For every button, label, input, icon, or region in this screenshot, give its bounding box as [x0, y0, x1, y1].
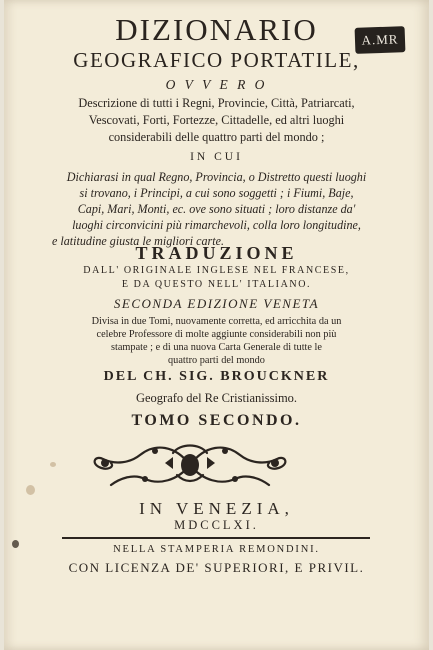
traduzione-heading: TRADUZIONE	[135, 243, 298, 263]
in-cui-line: Dichiarasi in qual Regno, Provincia, o Distretto questi luoghi	[66, 170, 367, 184]
volume-label: TOMO SECONDO.	[131, 412, 302, 429]
book-title: DIZIONARIO	[115, 12, 318, 47]
translation-line: E DA QUESTO NELL' ITALIANO.	[121, 279, 312, 290]
ovvero-line: O V V E R O	[165, 77, 268, 92]
edition-line: stampate ; e di una nuova Carta Generale di tutte le	[110, 342, 322, 353]
in-cui-line: si trovano, i Principi, a cui sono soggetti ; i Fiumi, Baje,	[79, 186, 354, 200]
book-subtitle: GEOGRAFICO PORTATILE,	[73, 48, 360, 72]
edition-line: celebre Professore di molte aggiunte considerabili non più	[96, 329, 337, 340]
edition-line: Divisa in due Tomi, nuovamente corretta, ed arricchita da un	[91, 316, 342, 327]
in-cui-line: e latitudine giusta le migliori carte.	[52, 234, 224, 248]
in-cui-line: luoghi circonvicini più rimarchevoli, colla loro longitudine,	[72, 218, 361, 232]
in-cui-heading: IN CUI	[190, 151, 243, 163]
ownership-stamp: A.MR	[355, 26, 406, 54]
rule-divider	[62, 537, 370, 539]
edition-line: quattro parti del mondo	[168, 355, 265, 366]
description-line: considerabili delle quattro parti del mondo ;	[108, 130, 325, 144]
edition-heading: SECONDA EDIZIONE VENETA	[113, 296, 320, 311]
imprint-printer: NELLA STAMPERIA REMONDINI.	[113, 544, 320, 555]
paper-stain	[26, 485, 35, 495]
translation-line: DALL' ORIGINALE INGLESE NEL FRANCESE,	[83, 265, 350, 276]
author-line: DEL CH. SIG. BROUCKNER	[103, 369, 330, 384]
description-line: Descrizione di tutti i Regni, Provincie, Città, Patriarcati,	[78, 96, 355, 110]
ornament-vignette	[85, 435, 295, 493]
in-cui-line: Capi, Mari, Monti, ec. ove sono situati ; loro distanze da'	[77, 202, 356, 216]
imprint-city: IN VENEZIA,	[139, 499, 294, 518]
imprint-license: CON LICENZA DE' SUPERIORI, E PRIVIL.	[68, 560, 365, 575]
author-role: Geografo del Re Cristianissimo.	[135, 391, 298, 405]
imprint-year: MDCCLXI.	[174, 518, 259, 532]
description-line: Vescovati, Forti, Fortezze, Cittadelle, ed altri luoghi	[88, 113, 345, 127]
paper-stain	[50, 462, 56, 467]
